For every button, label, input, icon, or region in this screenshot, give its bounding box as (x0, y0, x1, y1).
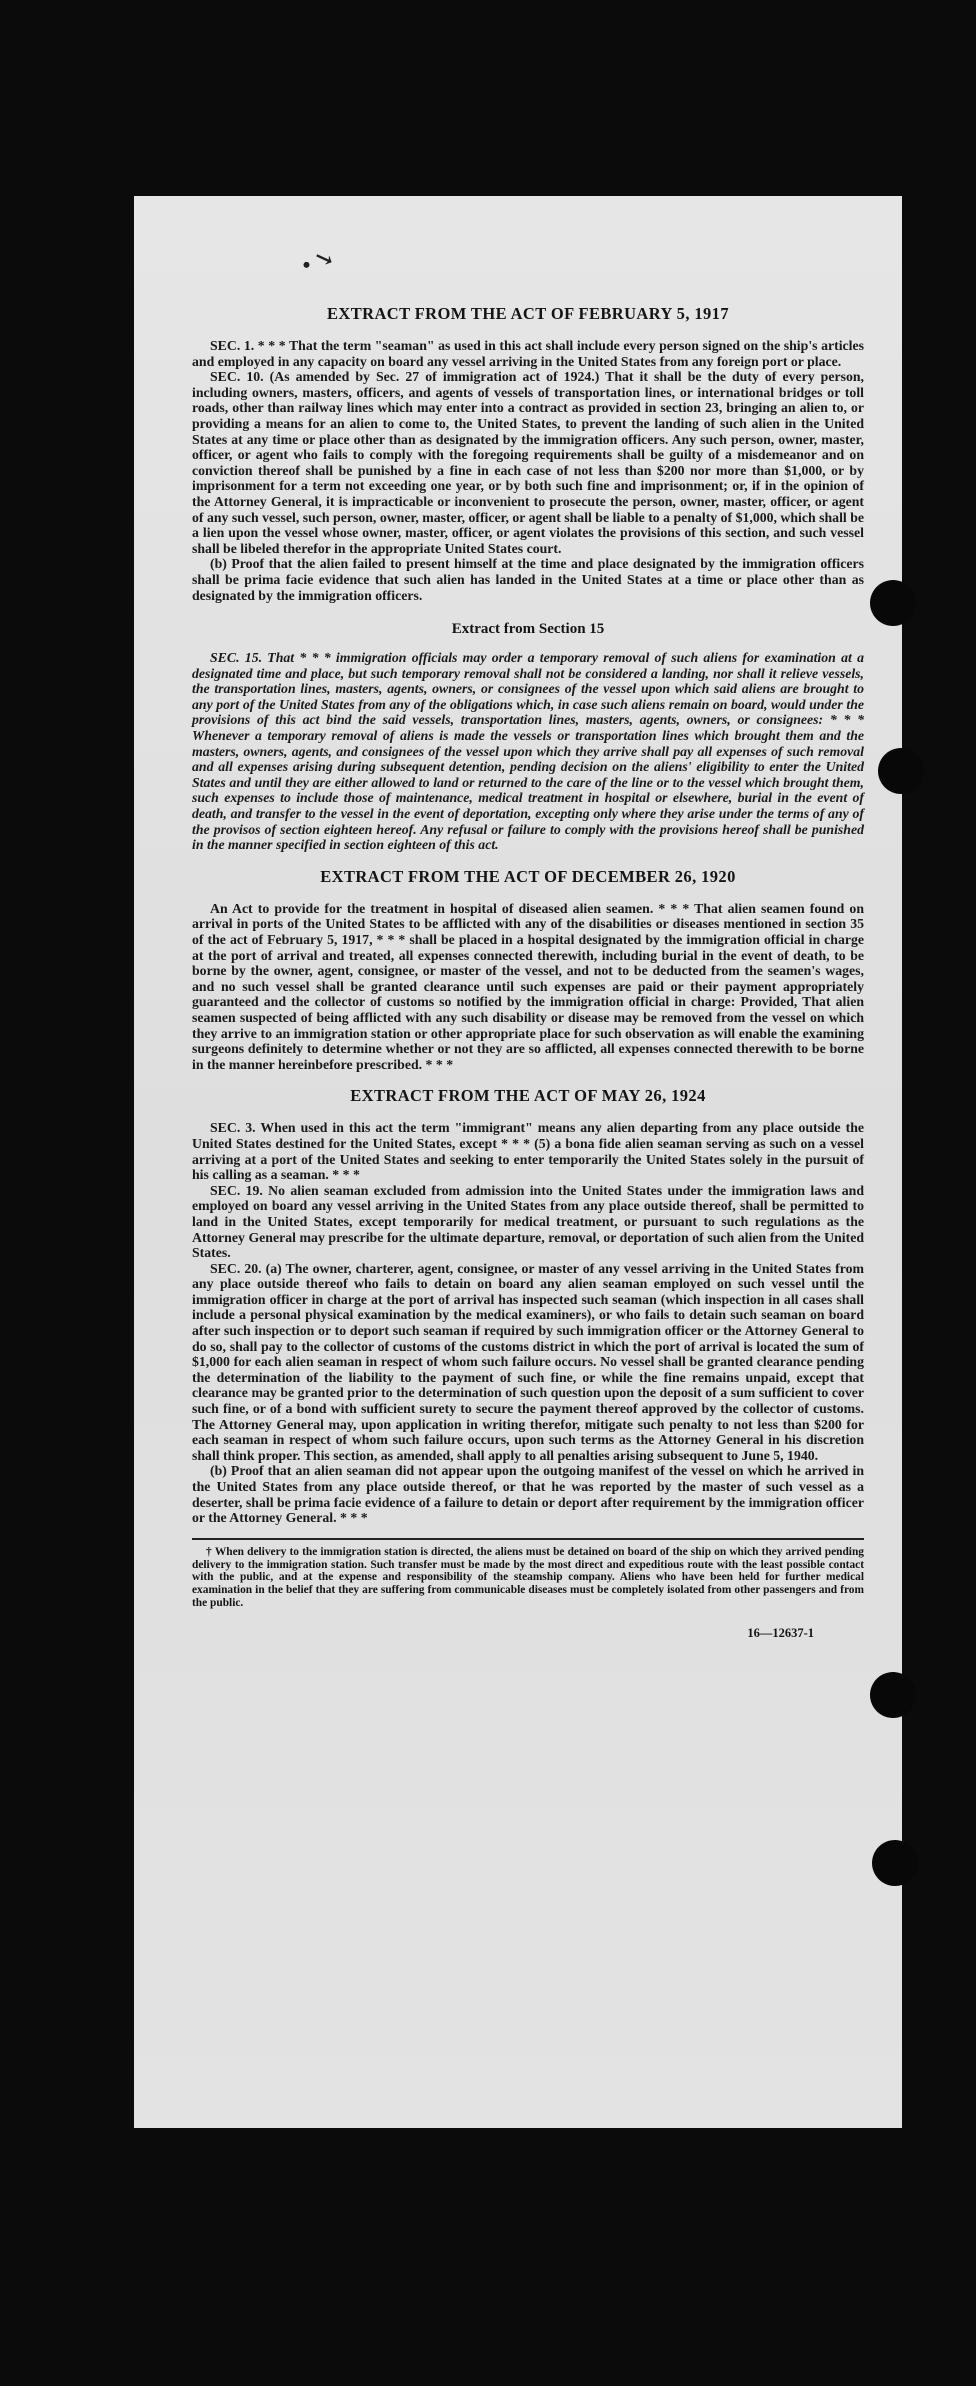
subheading-section-15: Extract from Section 15 (451, 621, 605, 638)
heading-act-1917: EXTRACT FROM THE ACT OF FEBRUARY 5, 1917 (327, 304, 729, 323)
form-number: 16—12637-1 (747, 1625, 814, 1640)
paragraph-sec20b-1924: (b) Proof that an alien seaman did not appear upon the outgoing manifest of the vessel on which he arrived in the United States from any place outside thereof, or that he was reported by the master of such vessel as a deserter, shall be prima facie evidence of a failure to detain or deport after requirement by the immigration officer or the Attorney General. * * * (192, 1463, 864, 1526)
paragraph-sec3-1924: SEC. 3. When used in this act the term "immigrant" means any alien departing from any place outside the United States destined for the United States, except * * * (5) a bona fide alien seaman serving as such on a vessel arriving at a port of the United States and seeking to enter temporarily the United States solely in the pursuit of his calling as a seaman. * * * (192, 1120, 864, 1183)
document-page (134, 196, 902, 2128)
stray-ink-mark: • ↘ (298, 243, 337, 278)
paragraph-act-1920: An Act to provide for the treatment in hospital of diseased alien seamen. * * * That alien seamen found on arrival in ports of the United States to be afflicted with any of the disabilities or diseases mentioned in section 35 of the act of February 5, 1917, * * * shall be placed in a hospital designated by the immigration official in charge at the port of arrival and treated, all expenses connected therewith, including burial in the event of death, to be borne by the owner, agent, consignee, or master of the vessel, and not to be deducted from the seamen's wages, and no such vessel shall be granted clearance until such expenses are paid or their payment appropriately guaranteed and the collector of customs so notified by the immigration official in charge: Provided, That alien seamen suspected of being afflicted with any such disability or disease may be removed from the vessel on which they arrive to an immigration station or other appropriate place for such observation as will enable the examining surgeons definitely to determine whether or not they are so afflicted, all expenses connected therewith to be borne in the manner hereinbefore prescribed. * * * (192, 900, 864, 1072)
footnote: † When delivery to the immigration station is directed, the aliens must be detained on board of the ship on which they arrived pending delivery to the immigration station. Such transfer must be made by the most direct and expeditious route with the least possible contact with the public, and at the expense and responsibility of the steamship company. Aliens who have been held for further medical examination in the belief that they are suffering from communicable diseases must be completely isolated from other passengers and from the public. (192, 1545, 864, 1609)
paragraph-sec1-1917: SEC. 1. * * * That the term "seaman" as used in this act shall include every person signed on the ship's articles and employed in any capacity on board any vessel arriving in the United States from any foreign port or place. (192, 338, 864, 369)
paragraph-sec20a-1924: SEC. 20. (a) The owner, charterer, agent, consignee, or master of any vessel arriving in the United States from any place outside thereof who fails to detain on board any alien seaman employed on such vessel until the immigration officer in charge at the port of arrival has inspected such seaman (which inspection in all cases shall include a personal physical examination by the medical examiners), or who fails to detain such seaman on board after such inspection or to deport such seaman if required by such immigration officer or the Attorney General to do so, shall pay to the collector of customs of the customs district in which the port of arrival is located the sum of $1,000 for each alien seaman in respect of whom such failure occurs. No vessel shall be granted clearance pending the determination of the liability to the payment of such fine, or while the fine remains unpaid, except that clearance may be granted prior to the determination of such question upon the deposit of a sum sufficient to cover such fine, or of a bond with sufficient surety to secure the payment thereof approved by the collector of customs. The Attorney General may, upon application in writing therefor, mitigate such penalty to not less than $200 for each seaman in respect of whom such failure occurs, upon such terms as the Attorney General in his discretion shall think proper. This section, as amended, shall apply to all penalties arising subsequent to June 5, 1940. (192, 1260, 864, 1463)
punch-hole (872, 1840, 918, 1886)
paragraph-sec10b-1917: (b) Proof that the alien failed to present himself at the time and place designated by the immigration officers shall be prima facie evidence that such alien has landed in the United States at a time or place other than as designated by the immigration officers. (192, 556, 864, 603)
punch-hole (870, 580, 916, 626)
punch-hole (878, 748, 924, 794)
heading-act-1920: EXTRACT FROM THE ACT OF DECEMBER 26, 1920 (320, 866, 736, 886)
paragraph-sec19-1924: SEC. 19. No alien seaman excluded from admission into the United States under the immigration laws and employed on board any vessel arriving in the United States from any place outside thereof, shall be permitted to land in the United States, except temporarily for medical treatment, or pursuant to such regulations as the Attorney General may prescribe for the ultimate departure, removal, or deportation of such alien from the United States. (192, 1182, 864, 1261)
footnote-divider (192, 1538, 864, 1540)
paragraph-sec15: SEC. 15. That * * * immigration officials may order a temporary removal of such aliens for examination at a designated time and place, but such temporary removal shall not be considered a landing, nor shall it relieve vessels, the transportation lines, masters, agents, owners, or consignees of the vessel upon which said aliens are brought to any port of the United States from any of the obligations which, in case such aliens remain on board, would under the provisions of this act bind the said vessels, transportation lines, masters, agents, owners, or consignees: * * * Whenever a temporary removal of aliens is made the vessels or transportation lines which brought them and the masters, owners, agents, and consignees of the vessel upon which they arrive shall pay all expenses of such removal and all expenses arising during subsequent detention, pending decision on the aliens' eligibility to enter the United States and until they are either allowed to land or returned to the care of the line or to the vessel which brought them, such expenses to include those of maintenance, medical treatment in hospital or elsewhere, burial in the event of death, and transfer to the vessel in the event of deportation, excepting only where they arise under the terms of any of the provisos of section eighteen hereof. Any refusal or failure to comply with the provisions hereof shall be punished in the manner specified in section eighteen of this act. (192, 650, 864, 853)
heading-act-1924: EXTRACT FROM THE ACT OF MAY 26, 1924 (350, 1086, 706, 1106)
paragraph-sec10-1917: SEC. 10. (As amended by Sec. 27 of immigration act of 1924.) That it shall be the duty of every person, including owners, masters, officers, and agents of vessels of transportation lines, or international bridges or toll roads, other than railway lines which may enter into a contract as provided in section 23, bringing an alien to, or providing a means for an alien to come to, the United States, to prevent the landing of such alien in the United States at any time or place other than as designated by the immigration officers. Any such person, owner, master, officer, or agent who fails to comply with the foregoing requirements shall be guilty of a misdemeanor and on conviction thereof shall be punished by a fine in each case of not less than $200 nor more than $1,000, or by imprisonment for a term not exceeding one year, or by both such fine and imprisonment; or, if in the opinion of the Attorney General, it is impracticable or inconvenient to prosecute the person, owner, master, officer, or agent of any such vessel, such person, owner, master, officer, or agent shall be liable to a penalty of $1,000, which shall be a lien upon the vessel whose owner, master, officer, or agent violates the provisions of this section, and such vessel shall be libeled therefor in the appropriate United States court. (192, 369, 864, 556)
punch-hole (870, 1672, 916, 1718)
